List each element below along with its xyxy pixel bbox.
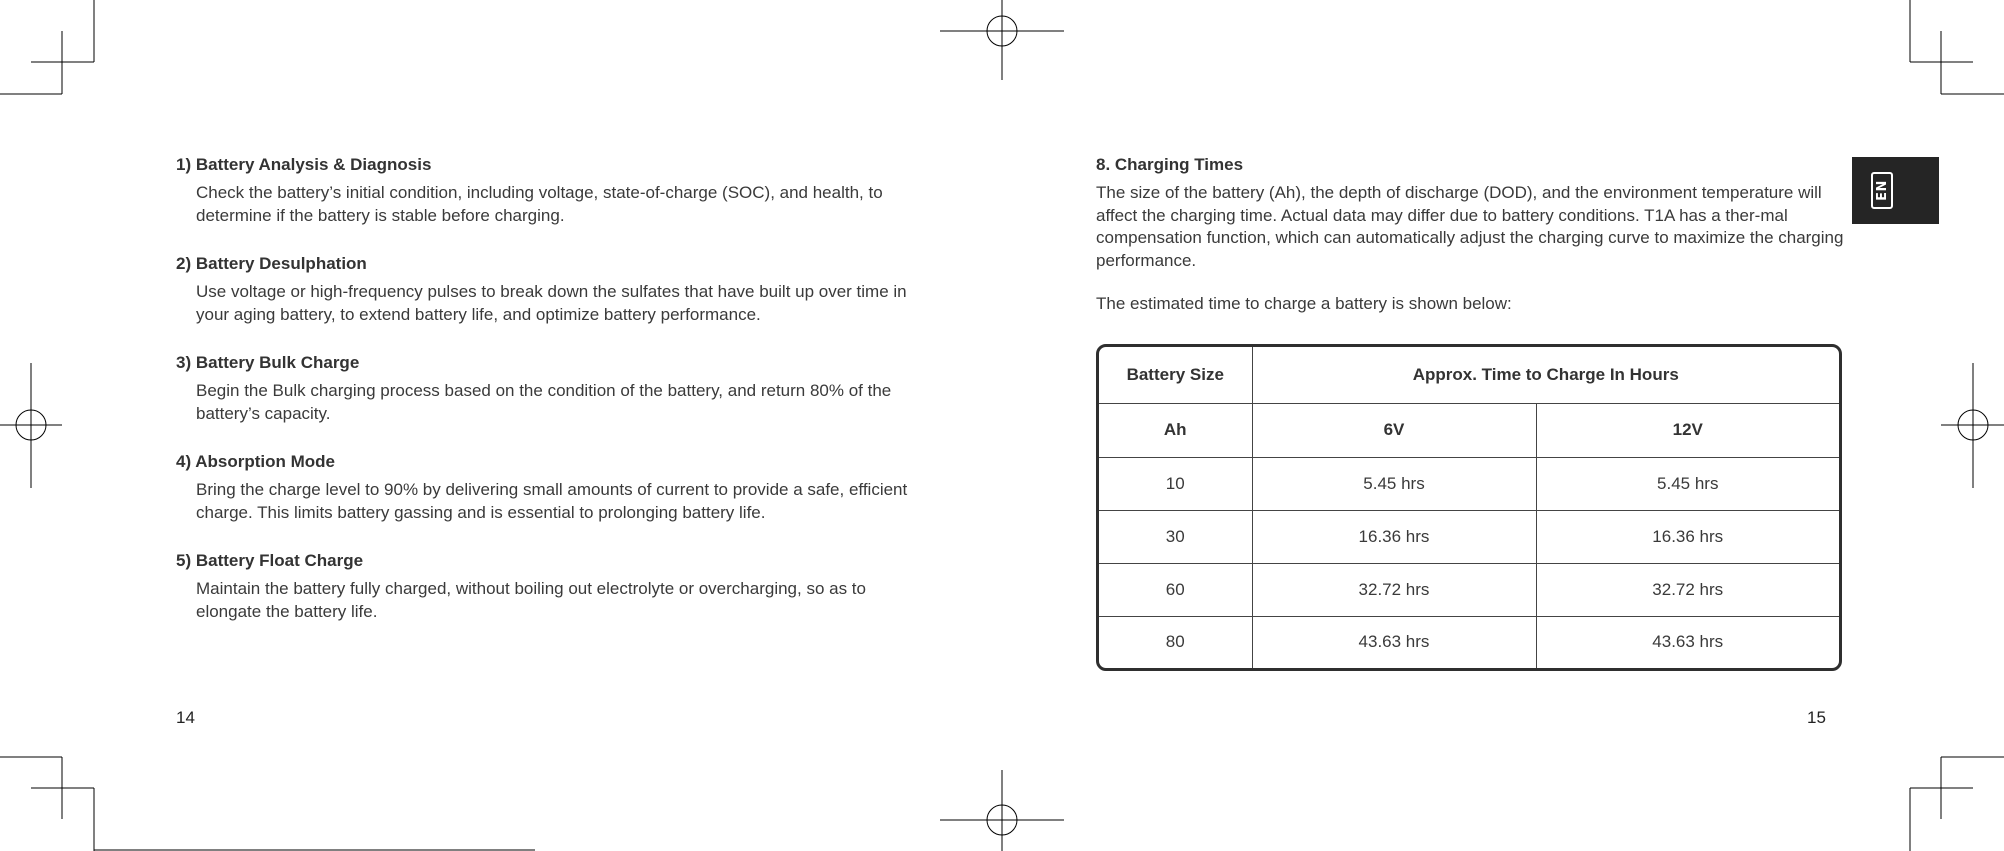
section-heading-charging-times: 8. Charging Times	[1096, 155, 1244, 174]
cell-6v: 5.45 hrs	[1252, 457, 1536, 510]
table-lead-text: The estimated time to charge a battery is shown below:	[1096, 294, 1512, 313]
section-body: Use voltage or high-frequency pulses to break down the sulfates that have built up over time in your aging battery, to extend battery life, and optimize battery performance.	[196, 282, 907, 324]
cell-6v: 32.72 hrs	[1252, 563, 1536, 616]
header-battery-size: Battery Size	[1099, 347, 1252, 403]
charging-time-table	[1096, 344, 1842, 671]
cell-ah: 10	[1099, 457, 1252, 510]
section-body: Bring the charge level to 90% by delivering small amounts of current to provide a safe, efficient charge. This limits battery gassing and is essential to prolonging battery life.	[196, 480, 908, 522]
section-battery-analysis	[176, 154, 916, 227]
section-heading: 1) Battery Analysis & Diagnosis	[176, 155, 432, 174]
table-row	[1099, 510, 1839, 563]
section-absorption-mode	[176, 451, 916, 524]
language-label: EN	[1874, 180, 1890, 201]
section-body: Begin the Bulk charging process based on the condition of the battery, and return 80% of the battery’s capacity.	[196, 381, 892, 423]
section-float-charge	[176, 550, 916, 623]
subheader-ah: Ah	[1099, 403, 1252, 457]
right-page-content	[1096, 154, 1846, 316]
section-heading: 2) Battery Desulphation	[176, 254, 367, 273]
cell-12v: 16.36 hrs	[1536, 510, 1839, 563]
cell-ah: 80	[1099, 616, 1252, 668]
language-badge	[1871, 172, 1893, 209]
section-body: Check the battery’s initial condition, including voltage, state-of-charge (SOC), and health, to determine if the battery is stable before charging.	[196, 183, 883, 225]
section-body: Maintain the battery fully charged, without boiling out electrolyte or overcharging, so as to elongate the battery life.	[196, 579, 866, 621]
left-page-content	[176, 154, 916, 649]
cell-12v: 5.45 hrs	[1536, 457, 1839, 510]
cell-12v: 32.72 hrs	[1536, 563, 1839, 616]
section-heading: 4) Absorption Mode	[176, 452, 335, 471]
page-number-right: 15	[1807, 708, 1826, 727]
cell-6v: 43.63 hrs	[1252, 616, 1536, 668]
table-row	[1099, 616, 1839, 668]
cell-ah: 60	[1099, 563, 1252, 616]
language-tab	[1852, 157, 1939, 224]
table-row	[1099, 457, 1839, 510]
page-number-left: 14	[176, 708, 195, 727]
subheader-12v: 12V	[1536, 403, 1839, 457]
section-bulk-charge	[176, 352, 916, 425]
cell-12v: 43.63 hrs	[1536, 616, 1839, 668]
subheader-6v: 6V	[1252, 403, 1536, 457]
cell-6v: 16.36 hrs	[1252, 510, 1536, 563]
table-row	[1099, 563, 1839, 616]
header-approx-time: Approx. Time to Charge In Hours	[1252, 347, 1839, 403]
charging-times-body: The size of the battery (Ah), the depth of discharge (DOD), and the environment temperature will affect the charging time. Actual data may differ due to battery conditions. T1A has a ther-mal compensation function, which can automatically adjust the charging curve to maximize the charging performance.	[1096, 183, 1844, 270]
section-battery-desulphation	[176, 253, 916, 326]
section-heading: 5) Battery Float Charge	[176, 551, 364, 570]
section-heading: 3) Battery Bulk Charge	[176, 353, 360, 372]
cell-ah: 30	[1099, 510, 1252, 563]
